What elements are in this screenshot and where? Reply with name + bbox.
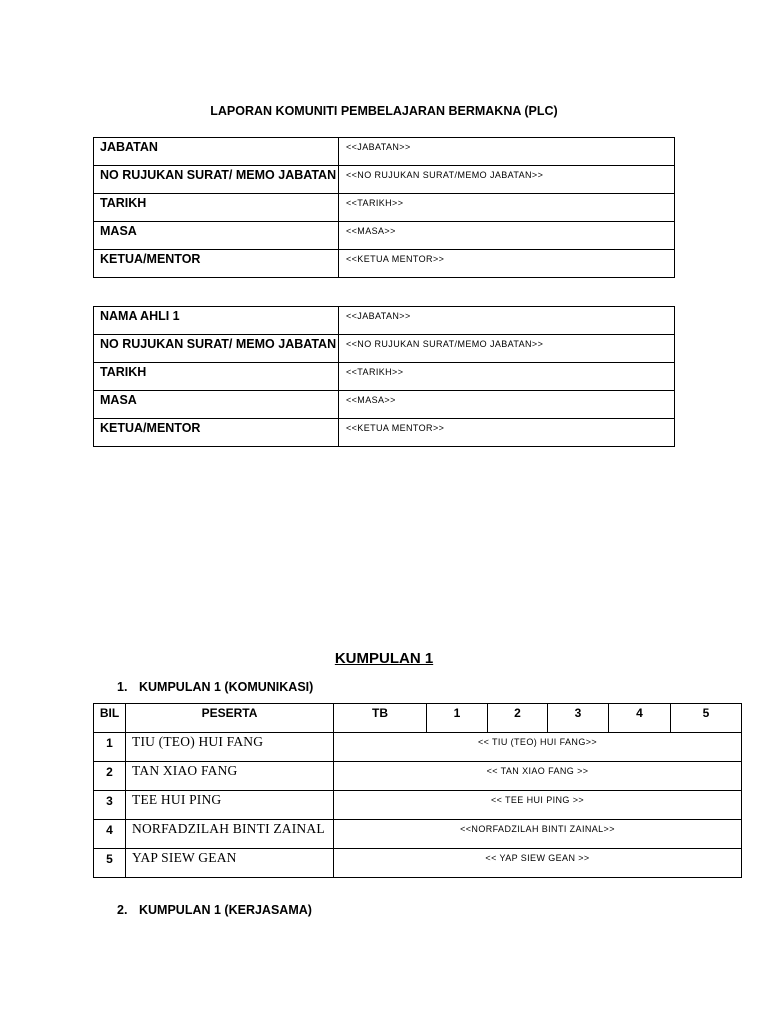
subsection-number: 2.: [117, 903, 128, 917]
subsection-number: 1.: [117, 680, 128, 694]
table-row: [94, 419, 675, 447]
peserta-cell: TIU (TEO) HUI FANG: [126, 733, 334, 762]
row-label: NO RUJUKAN SURAT/ MEMO JABATAN: [94, 166, 339, 194]
row-value: <<NO RUJUKAN SURAT/MEMO JABATAN>>: [339, 335, 675, 363]
row-label: NAMA AHLI 1: [94, 307, 339, 335]
placeholder-cell: << YAP SIEW GEAN >>: [334, 849, 742, 878]
subsection-title-1: [117, 680, 313, 694]
table-row: [94, 194, 675, 222]
placeholder-cell: << TIU (TEO) HUI FANG>>: [334, 733, 742, 762]
subsection-title-2: [117, 903, 312, 917]
peserta-cell: NORFADZILAH BINTI ZAINAL: [126, 820, 334, 849]
row-value: <<TARIKH>>: [339, 363, 675, 391]
bil-cell: 4: [94, 820, 126, 849]
bil-cell: 1: [94, 733, 126, 762]
table-row: [94, 166, 675, 194]
table-row: [94, 820, 742, 849]
peserta-cell: TAN XIAO FANG: [126, 762, 334, 791]
group-table: [93, 703, 742, 878]
column-header-tb: TB: [334, 704, 427, 733]
column-header-3: 3: [548, 704, 609, 733]
row-label: TARIKH: [94, 363, 339, 391]
row-value: <<KETUA MENTOR>>: [339, 419, 675, 447]
peserta-cell: TEE HUI PING: [126, 791, 334, 820]
info-table-1: [93, 137, 675, 278]
row-value: <<JABATAN>>: [339, 307, 675, 335]
info-table-2: [93, 306, 675, 447]
subsection-label: KUMPULAN 1 (KOMUNIKASI): [139, 680, 314, 694]
table-row: [94, 849, 742, 878]
table-row: [94, 307, 675, 335]
row-value: <<MASA>>: [339, 222, 675, 250]
document-title: LAPORAN KOMUNITI PEMBELAJARAN BERMAKNA (PLC): [210, 104, 558, 118]
placeholder-cell: <<NORFADZILAH BINTI ZAINAL>>: [334, 820, 742, 849]
row-label: NO RUJUKAN SURAT/ MEMO JABATAN: [94, 335, 339, 363]
placeholder-cell: << TEE HUI PING >>: [334, 791, 742, 820]
table-row: [94, 335, 675, 363]
column-header-1: 1: [427, 704, 488, 733]
table-row: [94, 250, 675, 278]
column-header-2: 2: [488, 704, 548, 733]
table-row: [94, 222, 675, 250]
row-label: MASA: [94, 222, 339, 250]
placeholder-cell: << TAN XIAO FANG >>: [334, 762, 742, 791]
bil-cell: 5: [94, 849, 126, 878]
table-row: [94, 363, 675, 391]
section-heading: KUMPULAN 1: [334, 650, 434, 667]
column-header-bil: BIL: [94, 704, 126, 733]
bil-cell: 2: [94, 762, 126, 791]
table-row: [94, 791, 742, 820]
column-header-5: 5: [671, 704, 742, 733]
row-label: KETUA/MENTOR: [94, 250, 339, 278]
table-row: [94, 138, 675, 166]
table-row: [94, 762, 742, 791]
table-row: [94, 733, 742, 762]
table-row: [94, 391, 675, 419]
bil-cell: 3: [94, 791, 126, 820]
row-value: <<JABATAN>>: [339, 138, 675, 166]
row-value: <<NO RUJUKAN SURAT/MEMO JABATAN>>: [339, 166, 675, 194]
row-label: JABATAN: [94, 138, 339, 166]
subsection-label: KUMPULAN 1 (KERJASAMA): [139, 903, 312, 917]
peserta-cell: YAP SIEW GEAN: [126, 849, 334, 878]
table-header-row: [94, 704, 742, 733]
row-value: <<TARIKH>>: [339, 194, 675, 222]
column-header-4: 4: [609, 704, 671, 733]
row-value: <<KETUA MENTOR>>: [339, 250, 675, 278]
row-value: <<MASA>>: [339, 391, 675, 419]
row-label: KETUA/MENTOR: [94, 419, 339, 447]
row-label: TARIKH: [94, 194, 339, 222]
row-label: MASA: [94, 391, 339, 419]
column-header-peserta: PESERTA: [126, 704, 334, 733]
